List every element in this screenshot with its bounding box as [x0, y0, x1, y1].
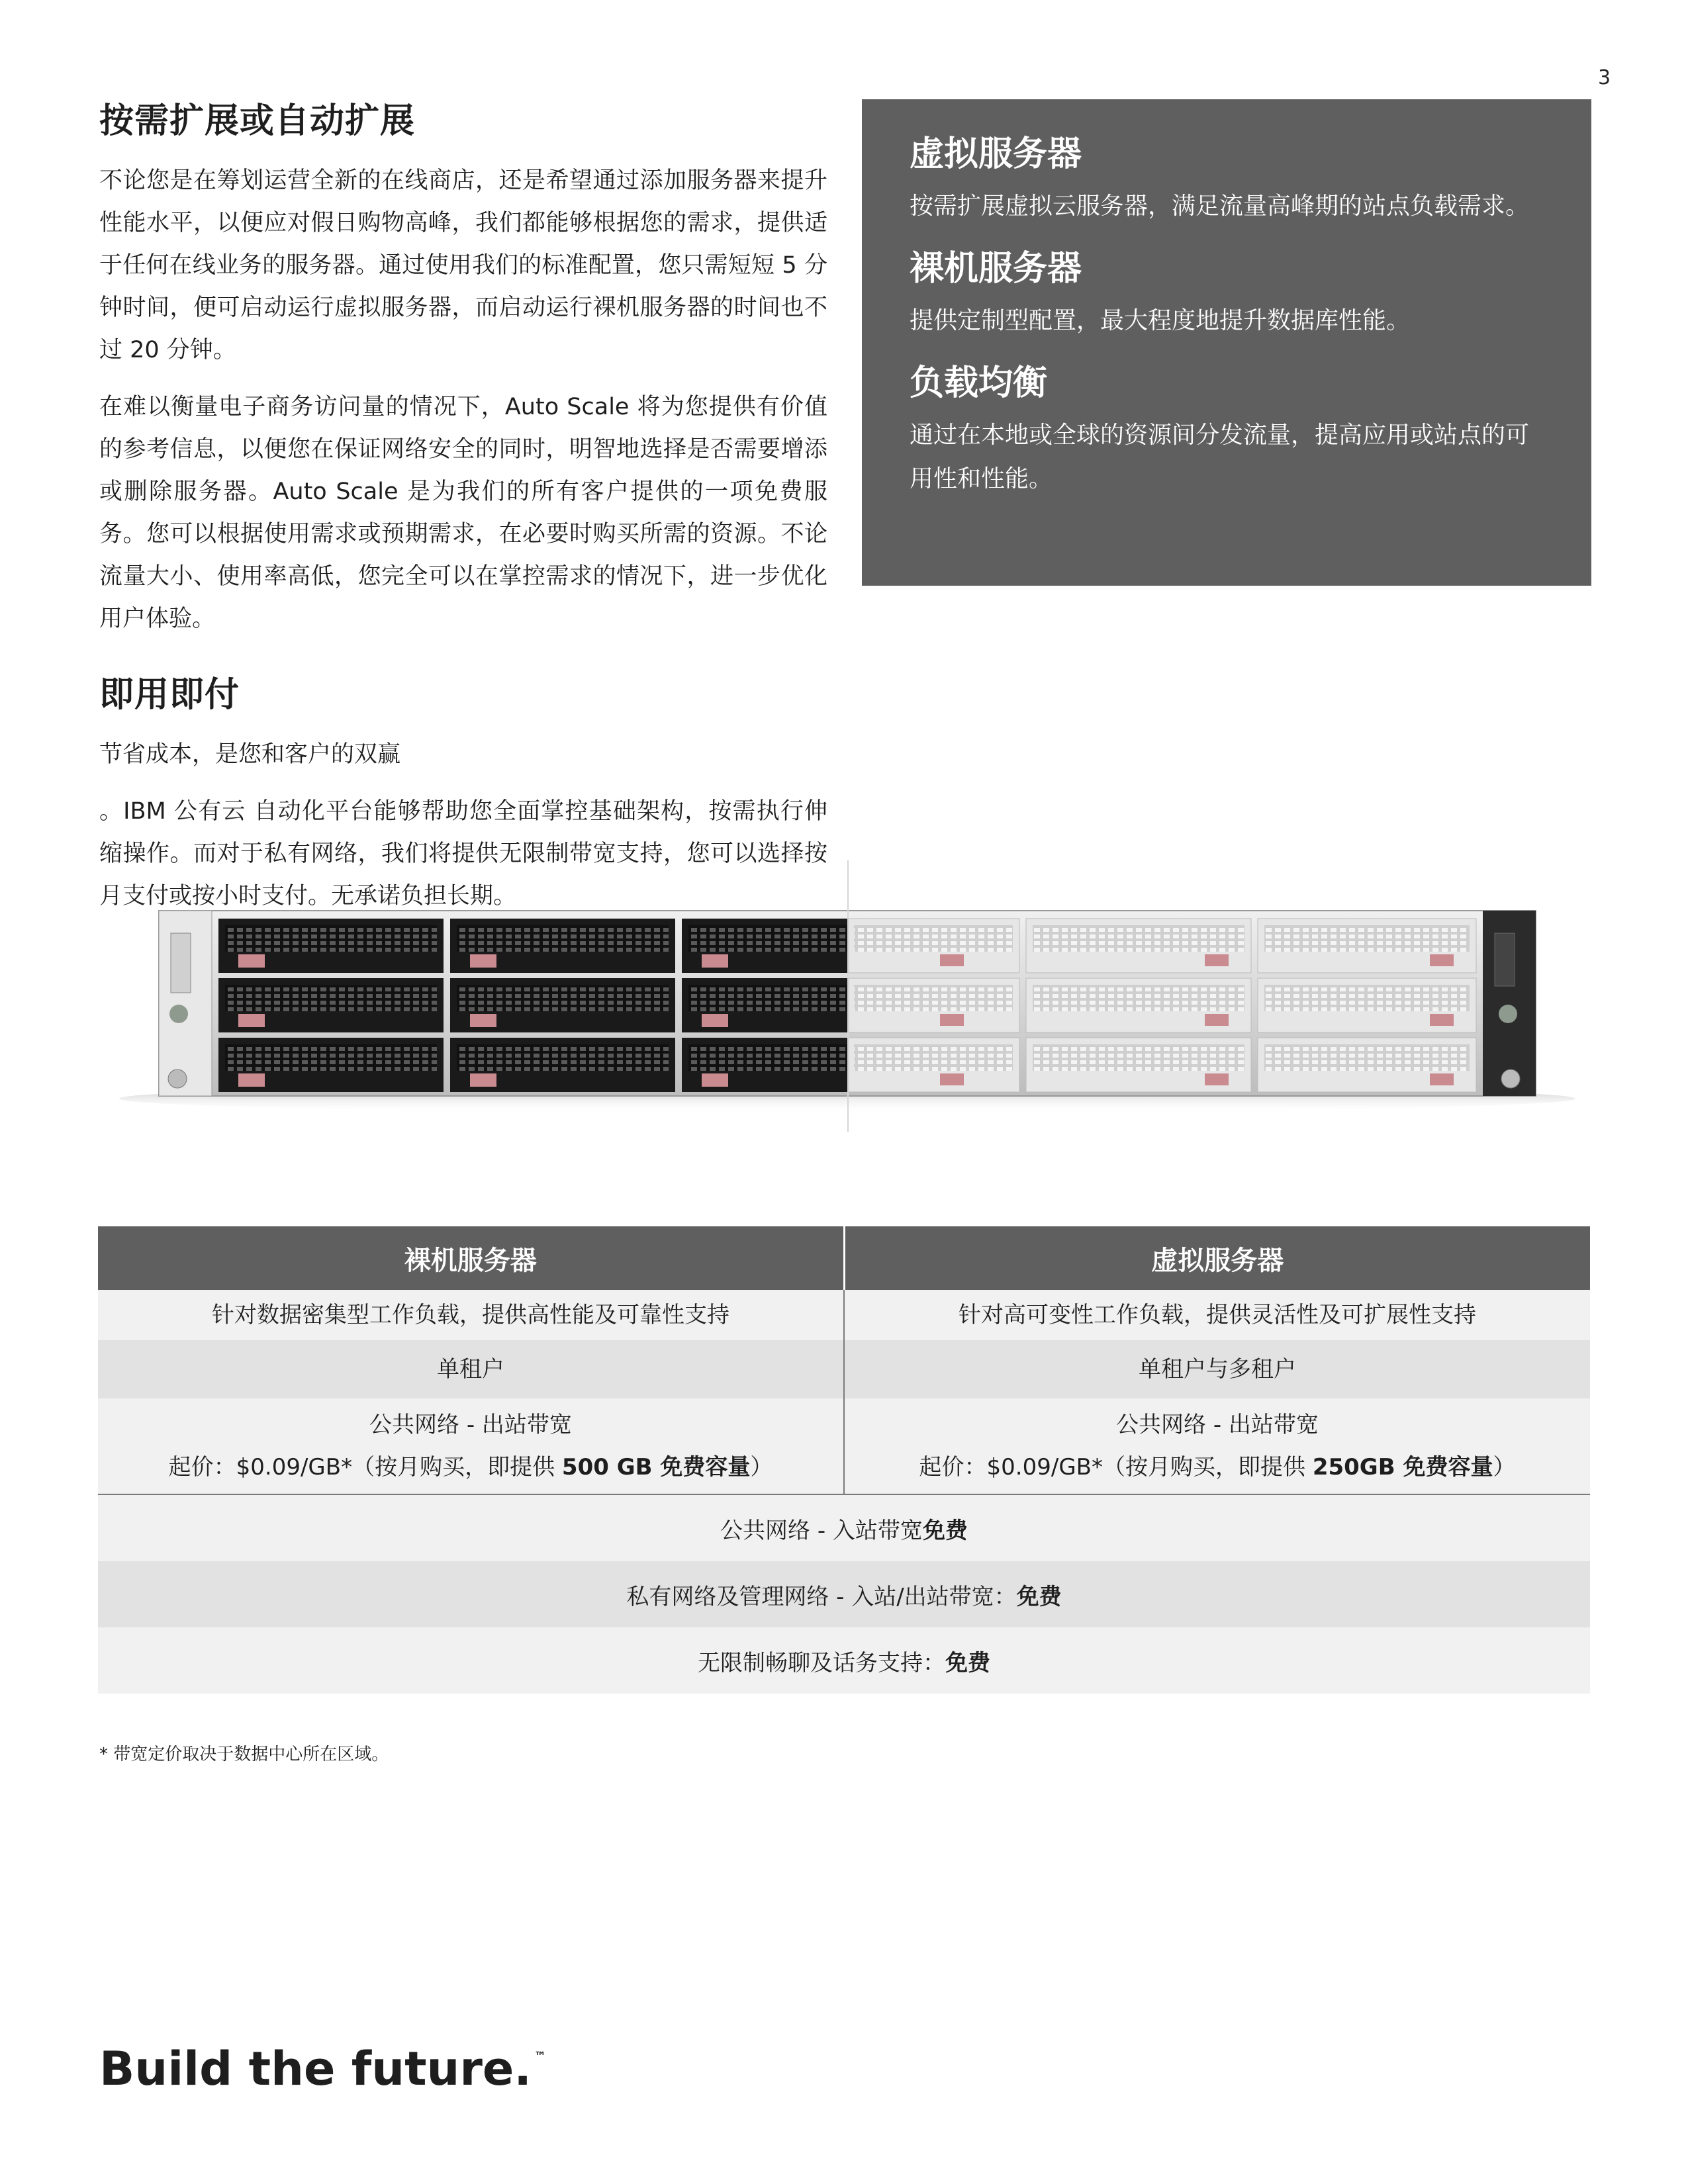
table-row-support: 无限制畅聊及话务支持： 免费 [98, 1627, 1590, 1694]
table-row-private-network: 私有网络及管理网络 - 入站/出站带宽： 免费 [98, 1561, 1590, 1627]
table-row [98, 1398, 1590, 1495]
outbound-price: 起价：$0.09/GB*（按月购买，即提供 250GB 免费容量） [919, 1454, 1516, 1480]
outbound-price: 起价：$0.09/GB*（按月购买，即提供 500 GB 免费容量） [168, 1454, 773, 1480]
sidebox-heading-loadbalancing: 负载均衡 [910, 363, 1048, 403]
section-title-payg: 即用即付 [99, 675, 240, 715]
footnote: * 带宽定价取决于数据中心所在区域。 [99, 1745, 389, 1764]
scaling-paragraph-2: 在难以衡量电子商务访问量的情况下，Auto Scale 将为您提供有价值的参考信息，以便您在保证网络安全的同时，明智地选择是否需要增添或删除服务器。Auto Scale 是为我们的所有客户提供的一项免费服务。您可以根据使用需求或预期需求，在必要时购买所需的资源。不论流量大小、使用率高低，您完全可以在掌控需求的情况下，进一步优化用户体验。 [99, 394, 827, 632]
sidebox-heading-baremetal: 裸机服务器 [910, 249, 1082, 289]
server-rack-illustration [106, 860, 1589, 1138]
services-sidebox [862, 99, 1591, 586]
tagline: Build the future. ™ [99, 2042, 546, 2096]
cell-baremetal-workload: 针对数据密集型工作负载，提供高性能及可靠性支持 [212, 1302, 729, 1328]
sidebox-text-virtual: 按需扩展虚拟云服务器，满足流量高峰期的站点负载需求。 [910, 193, 1530, 220]
table-row [98, 1340, 1590, 1398]
server-rack-image [106, 860, 1589, 1138]
cell-virtual-tenancy: 单租户与多租户 [843, 1340, 1590, 1398]
outbound-label: 公共网络 - 出站带宽 [1116, 1412, 1319, 1438]
header-virtual: 虚拟服务器 [843, 1226, 1591, 1290]
payg-paragraph-2: 。IBM 公有云 自动化平台能够帮助您全面掌控基础架构，按需执行伸缩操作。而对于私有网络，我们将提供无限制带宽支持，您可以选择按月支付或按小时支付。无承诺负担长期。 [99, 798, 827, 909]
sidebox-heading-virtual: 虚拟服务器 [910, 134, 1082, 174]
cell-virtual-outbound [843, 1398, 1590, 1494]
left-column [99, 93, 827, 932]
outbound-label: 公共网络 - 出站带宽 [369, 1412, 572, 1438]
table-row-inbound: 公共网络 - 入站带宽 免费 [98, 1495, 1590, 1561]
table-header [98, 1226, 1590, 1290]
sidebox-text-baremetal: 提供定制型配置，最大程度地提升数据库性能。 [910, 307, 1411, 334]
payg-paragraph-1: 节省成本，是您和客户的双赢 [99, 741, 401, 768]
section-title-scaling: 按需扩展或自动扩展 [99, 101, 416, 141]
cell-baremetal-outbound [98, 1398, 843, 1494]
header-baremetal: 裸机服务器 [404, 1245, 537, 1276]
comparison-table [98, 1226, 1590, 1694]
page-number: 3 [1598, 66, 1611, 89]
cell-virtual-workload: 针对高可变性工作负载，提供灵活性及可扩展性支持 [843, 1290, 1590, 1340]
trademark-mark: ™ [534, 2050, 546, 2064]
table-row [98, 1290, 1590, 1340]
scaling-paragraph-1: 不论您是在筹划运营全新的在线商店，还是希望通过添加服务器来提升性能水平，以便应对假日购物高峰，我们都能够根据您的需求，提供适于任何在线业务的服务器。通过使用我们的标准配置，您只需短短 5 分钟时间，便可启动运行虚拟服务器，而启动运行裸机服务器的时间也不过 20 分钟。 [99, 167, 827, 363]
sidebox-text-loadbalancing: 通过在本地或全球的资源间分发流量，提高应用或站点的可用性和性能。 [910, 422, 1530, 492]
cell-baremetal-tenancy: 单租户 [437, 1356, 504, 1383]
